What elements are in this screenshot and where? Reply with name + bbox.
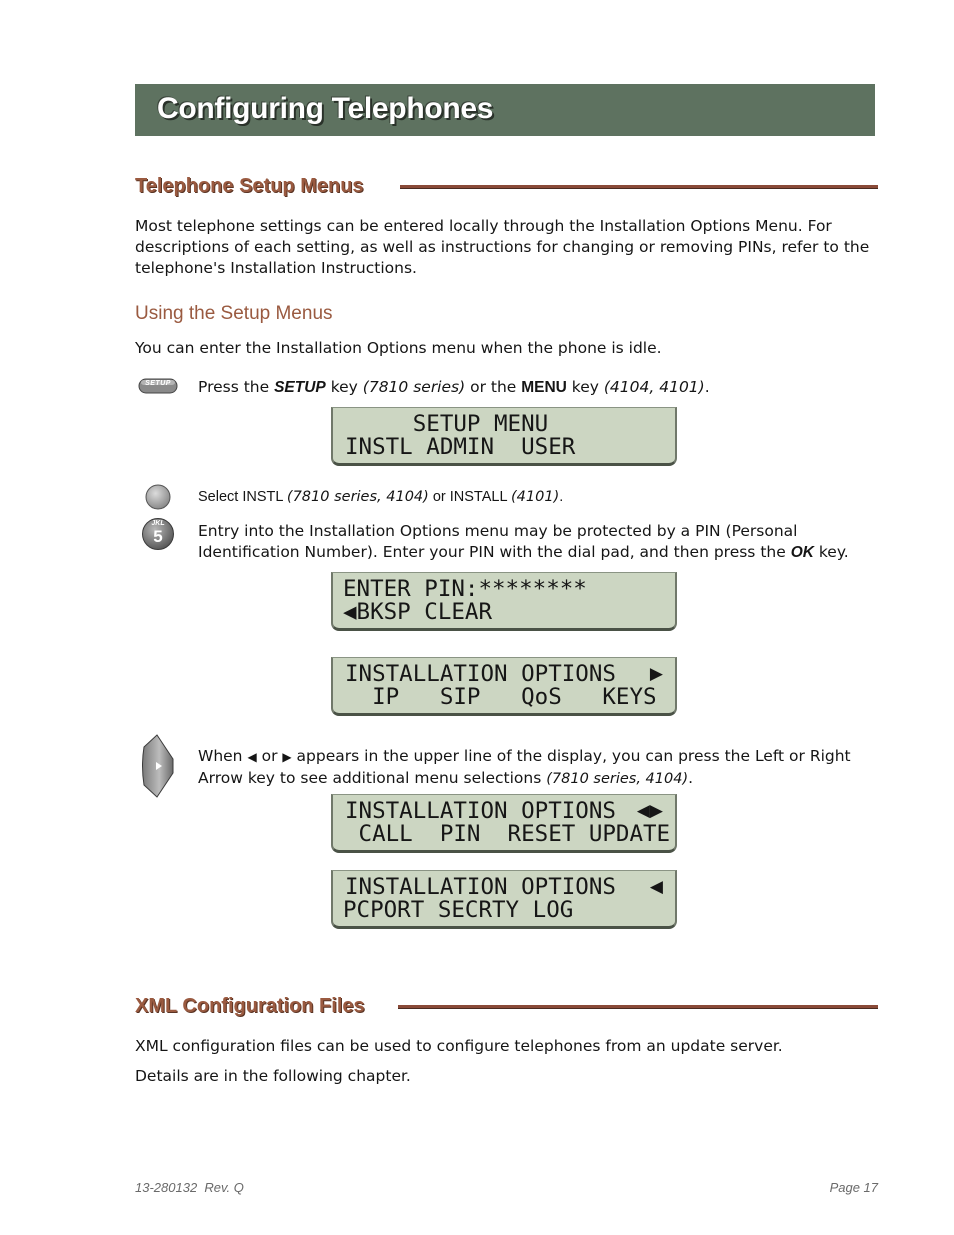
step1-setup-key: SETUP <box>274 379 326 396</box>
step3-text-b: key. <box>813 543 849 561</box>
lcd-line-2: IP SIP QoS KEYS <box>345 684 657 710</box>
step1-text-b: key <box>325 378 363 396</box>
step1-text-d: key <box>566 378 604 396</box>
setup-intro-paragraph: Most telephone settings can be entered locally through the Installation Options Menu. For descriptions of each setting, as well as instructions for changing or removing PINs, refer to the telephone's Installation Instructions. <box>135 217 870 277</box>
dialpad-digit: 5 <box>153 527 163 546</box>
lcd-setup-menu <box>331 407 677 466</box>
step1-series-a: (7810 series) <box>362 378 466 396</box>
footer-doc-number: 13-280132 Rev. Q <box>135 1180 244 1195</box>
setup-key-icon-label: SETUP <box>145 380 171 387</box>
lcd-line-2: ◀BKSP CLEAR <box>343 599 493 625</box>
step1-series-b: (4104, 4101) <box>603 378 705 396</box>
step3-ok-key: OK <box>790 544 814 561</box>
step-press-setup <box>198 377 888 398</box>
lcd-left-arrow: ◀ <box>649 877 663 897</box>
step4-series: (7810 series, 4104) <box>546 771 689 787</box>
dialpad-letters: JKL <box>151 520 165 527</box>
lcd-installation-options-3 <box>331 870 677 929</box>
step-enter-pin <box>198 521 883 563</box>
step4-text-a: When <box>198 747 248 765</box>
section-rule <box>400 185 878 189</box>
section-rule <box>398 1005 878 1009</box>
step1-text-c: or the <box>465 378 522 396</box>
chapter-title: Configuring Telephones <box>157 92 494 125</box>
step2-series-b: (4101) <box>511 489 560 505</box>
step-select-instl <box>198 487 888 508</box>
lcd-line-2: CALL PIN RESET UPDATE <box>345 821 671 847</box>
xml-paragraph-2: Details are in the following chapter. <box>135 1067 411 1085</box>
soft-key-icon <box>145 484 171 510</box>
step4-text-c: appears in the upper line of the display, you can press the Left or Right Arrow key to see additional menu selections <box>198 747 851 787</box>
right-arrow-key-icon <box>141 733 175 799</box>
section-heading-xml: XML Configuration Files <box>135 994 365 1017</box>
step4-text-b: or <box>256 747 283 765</box>
step2-series-a: (7810 series, 4104) <box>286 489 429 505</box>
lcd-line-1: INSTALLATION OPTIONS <box>345 874 616 900</box>
lcd-line-2: PCPORT SECRTY LOG <box>343 897 574 923</box>
lcd-installation-options-2 <box>331 794 677 853</box>
lcd-line-2: INSTL ADMIN USER <box>345 434 576 460</box>
step1-text-e: . <box>704 378 710 396</box>
dialpad-5-icon <box>141 517 175 551</box>
section-heading-setup-menus: Telephone Setup Menus <box>135 174 364 197</box>
step2-text-a: Select INSTL <box>198 489 287 505</box>
lcd-line-1: INSTALLATION OPTIONS <box>345 661 616 687</box>
step2-text-b: or INSTALL <box>428 489 512 505</box>
lcd-line-1: INSTALLATION OPTIONS <box>345 798 616 824</box>
lcd-installation-options-1 <box>331 657 677 716</box>
lcd-right-arrow: ▶ <box>649 664 663 684</box>
lcd-line-1: ENTER PIN:******** <box>343 576 587 602</box>
lcd-line-1: SETUP MENU <box>345 411 549 437</box>
step1-menu-key: MENU <box>521 379 567 396</box>
step3-text-a: Entry into the Installation Options menu may be protected by a PIN (Personal Identification Number). Enter your PIN with the dial pad, and then press the <box>198 522 798 561</box>
step-arrow-keys <box>198 746 858 790</box>
idle-note-paragraph: You can enter the Installation Options menu when the phone is idle. <box>135 339 662 357</box>
left-arrow-glyph: ◀ <box>247 750 257 764</box>
right-arrow-glyph: ▶ <box>282 750 292 764</box>
step2-text-c: . <box>559 489 564 505</box>
subheading-using-setup-menus: Using the Setup Menus <box>135 303 333 324</box>
setup-key-icon <box>138 378 178 394</box>
step4-text-d: . <box>688 769 694 787</box>
chapter-banner <box>135 84 875 136</box>
footer-page-number: Page 17 <box>829 1180 878 1195</box>
lcd-enter-pin <box>331 572 677 631</box>
step1-text-a: Press the <box>198 378 275 396</box>
xml-paragraph-1: XML configuration files can be used to configure telephones from an update server. <box>135 1037 783 1055</box>
lcd-left-right-arrows: ◀▶ <box>636 801 663 821</box>
